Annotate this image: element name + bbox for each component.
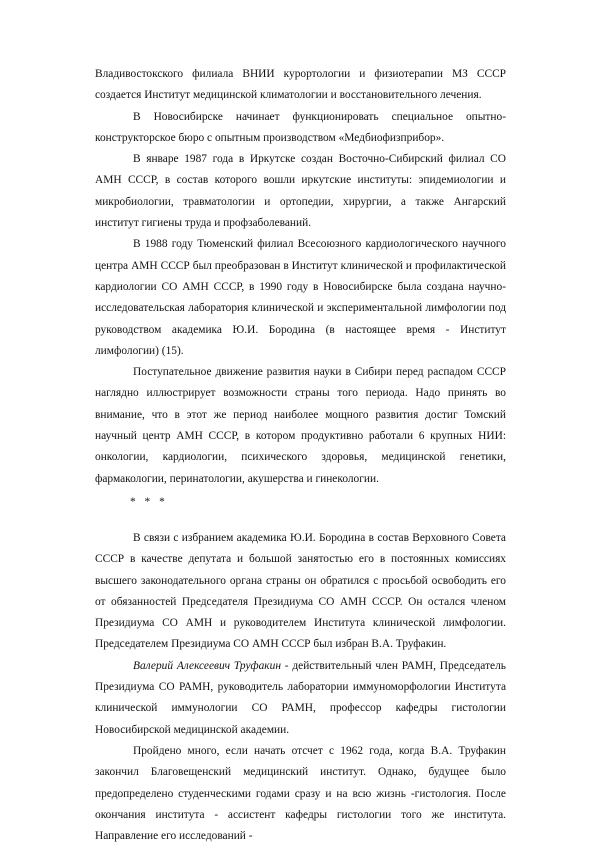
paragraph-2: В Новосибирске начинает функционировать специальное опытно-конструкторское бюро с опытным производством «Медбиофизприбор».	[95, 110, 506, 144]
section-separator	[95, 490, 506, 528]
paragraph-6: В связи с избранием академика Ю.И. Бородина в состав Верховного Совета СССР в качестве депутата и большой занятостью его в постоянных комиссиях высшего законодательного органа страны он обратился с просьбой освободить его от обязанностей Председателя Президиума СО АМН СССР. Он остался членом Президиума СО АМН и руководителем Института клинической лимфологии. Председателем Президиума СО АМН СССР был избран В.А. Труфакин.	[95, 531, 506, 651]
person-name: Валерий Алексеевич Труфакин	[133, 659, 281, 672]
paragraph-5: Поступательное движение развития науки в Сибири перед распадом СССР наглядно иллюстрирует возможности страны того периода. Надо принять во внимание, что в этот же период наиболее мощного развития достиг Томский научный центр АМН СССР, в котором продуктивно работали 6 крупных НИИ: онкологии, кардиологии, психического здоровья, медицинской генетики, фармакологии, перинатологии, акушерства и гинекологии.	[95, 366, 506, 485]
document-body	[95, 64, 506, 847]
paragraph-4: В 1988 году Тюменский филиал Всесоюзного кардиологического научного центра АМН СССР был преобразован в Институт клинической и профилактической кардиологии СО АМН СССР, в 1990 году в Новосибирске была создана научно-исследовательская лаборатория клинической и экспериментальной лимфологии под руководством академика Ю.И. Бородина (в настоящее время - Институт лимфологии) (15).	[95, 238, 506, 357]
paragraph-1: Владивостокского филиала ВНИИ курортологии и физиотерапии МЗ СССР создается Институт медицинской климатологии и восстановительного лечения.	[95, 68, 506, 102]
paragraph-3: В январе 1987 года в Иркутске создан Восточно-Сибирский филиал СО АМН СССР, в состав которого вошли иркутские институты: эпидемиологии и микробиологии, травматологии и ортопедии, хирургии, а также Ангарский институт гигиены труда и профзаболеваний.	[95, 153, 506, 230]
paragraph-7	[95, 656, 506, 741]
paragraph-8: Пройдено много, если начать отсчет с 1962 года, когда В.А. Труфакин закончил Благовещенский медицинский институт. Однако, будущее было предопределено студенческими годами сразу и на всю жизнь -гистология. После окончания института - ассистент кафедры гистологии того же института. Направление его исследований -	[95, 744, 506, 843]
paragraph-7-text: - действительный член РАМН, Председатель Президиума СО РАМН, руководитель лаборатории иммуноморфологии Института клинической иммунологии СО РАМН, профессор кафедры гистологии Новосибирской медицинской академии.	[95, 659, 506, 736]
separator-stars: * * *	[130, 495, 168, 508]
